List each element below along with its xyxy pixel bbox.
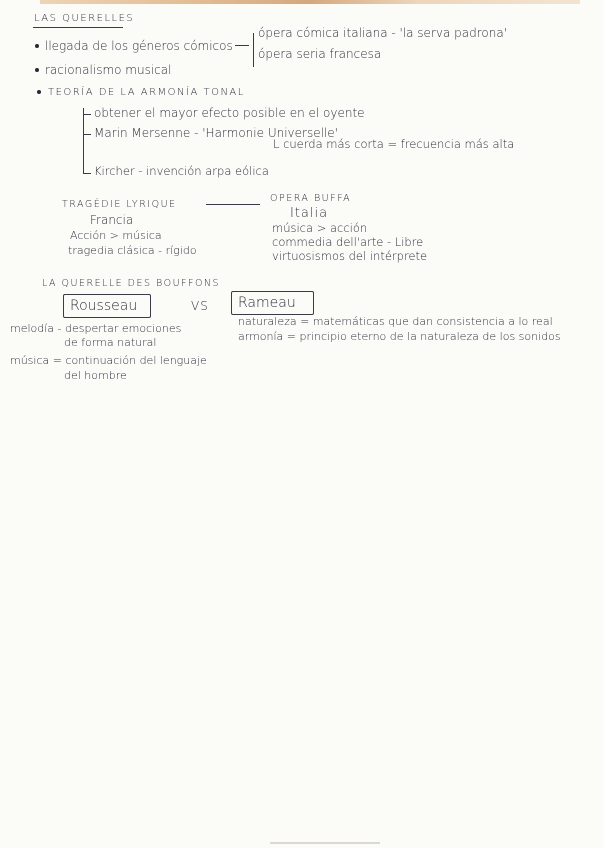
bullet-genres: llegada de los géneros cómicos — [45, 39, 233, 53]
rousseau-line-3: música = continuación del lenguaje — [10, 354, 207, 367]
sub-efecto-oyente: obtener el mayor efecto posible en el oyente — [94, 106, 365, 120]
page-title: LAS QUERELLES — [34, 13, 135, 24]
buffa-heading: OPERA BUFFA — [270, 193, 352, 204]
rameau-name: Rameau — [238, 295, 296, 311]
rameau-line-2: armonía = principio eterno de la naturaleza de los sonidos — [238, 330, 561, 343]
sub-tick — [83, 134, 91, 135]
branch-brace — [253, 33, 254, 67]
buffa-line-2: música > acción — [272, 221, 368, 235]
versus-label: VS — [191, 299, 209, 313]
branch-opera-seria: ópera seria francesa — [258, 47, 382, 61]
bullet-dot — [37, 90, 41, 94]
buffa-line-1: Italia — [290, 206, 329, 221]
sub-tick — [83, 114, 91, 115]
rousseau-line-2: de forma natural — [64, 336, 157, 349]
buffa-line-4: virtuosismos del intérprete — [272, 249, 428, 263]
tragedie-line-3: tragedia clásica - rígido — [68, 244, 197, 257]
sub-tick — [83, 173, 91, 174]
branch-dash — [235, 45, 249, 46]
bullet-racionalismo: racionalismo musical — [45, 63, 172, 77]
sub-mersenne: Marin Mersenne - 'Harmonie Universelle' — [94, 126, 338, 140]
rousseau-line-1: melodía - despertar emociones — [10, 322, 182, 335]
tragedie-line-2: Acción > música — [70, 229, 162, 242]
bouffons-heading: LA QUERELLE DES BOUFFONS — [42, 278, 221, 289]
tragedie-heading: TRAGÉDIE LYRIQUE — [62, 199, 177, 210]
bullet-dot — [35, 68, 39, 72]
title-underline — [33, 27, 123, 28]
bullet-teoria-armonia: TEORÍA DE LA ARMONÍA TONAL — [48, 87, 245, 98]
bullet-dot — [35, 44, 39, 48]
sub-mersenne-note: L cuerda más corta = frecuencia más alta — [273, 137, 515, 151]
page-top-edge — [40, 0, 580, 4]
tragedie-line-1: Francia — [90, 213, 134, 227]
buffa-line-3: commedia dell'arte - Libre — [272, 235, 424, 249]
comparison-connector — [206, 204, 260, 205]
branch-opera-comica: ópera cómica italiana - 'la serva padrona' — [258, 26, 507, 40]
sub-kircher: Kircher - invención arpa eólica — [94, 164, 269, 178]
rousseau-name: Rousseau — [70, 298, 138, 314]
sub-tree-line — [83, 108, 84, 174]
page-bottom-mark — [270, 842, 380, 844]
rousseau-line-4: del hombre — [64, 369, 127, 382]
rameau-line-1: naturaleza = matemáticas que dan consistencia a lo real — [238, 315, 553, 328]
